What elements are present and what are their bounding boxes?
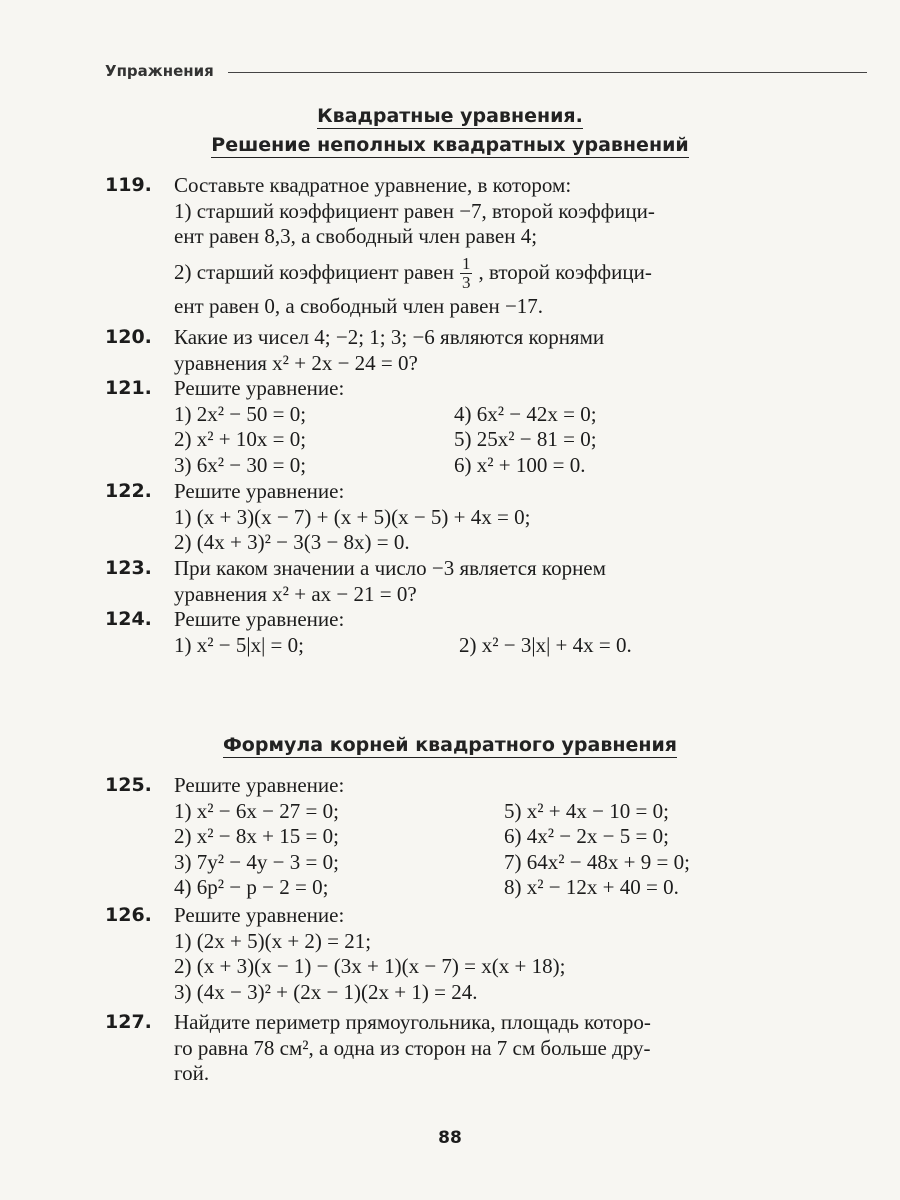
exercise-119-intro: Составьте квадратное уравнение, в котором:: [174, 173, 572, 197]
exercise-123-line2: уравнения x² + ax − 21 = 0?: [174, 581, 417, 606]
equation-item: 3) (4x − 3)² + (2x − 1)(2x + 1) = 24.: [174, 979, 478, 1004]
exercise-number: 125.: [105, 774, 152, 796]
section-title-quadratic-formula: [0, 730, 900, 760]
equation-item: 1) (x + 3)(x − 7) + (x + 5)(x − 5) + 4x = 0;: [174, 504, 531, 529]
exercise-123-line1: При каком значении a число −3 является корнем: [174, 556, 606, 580]
equation-row: [174, 875, 867, 901]
equation-item: 2) (x + 3)(x − 1) − (3x + 1)(x − 7) = x(x + 18);: [174, 954, 566, 978]
equation-item: 2) (4x + 3)² − 3(3 − 8x) = 0.: [174, 530, 410, 554]
equation-row: [174, 799, 867, 825]
section-title: Формула корней квадратного уравнения: [222, 734, 678, 756]
exercise-127: [105, 1010, 867, 1087]
fraction-denominator: 3: [461, 273, 471, 293]
equation-row: [174, 427, 867, 453]
exercise-125: [105, 773, 867, 901]
equation-row: [174, 453, 867, 479]
exercise-number: 122.: [105, 480, 152, 502]
equation-item: 6) 4x² − 2x − 5 = 0;: [504, 824, 669, 848]
exercise-120-line2: уравнения x² + 2x − 24 = 0?: [174, 350, 418, 375]
section-title-quadratic-equations: [0, 101, 900, 131]
running-head: [105, 62, 867, 80]
running-head-label: Упражнения: [105, 62, 214, 80]
fraction-one-third: [460, 255, 473, 292]
exercise-124: [105, 607, 867, 658]
equation-item: 1) x² − 5|x| = 0;: [174, 632, 304, 657]
equation-row: [174, 633, 867, 659]
section-title-line1: Квадратные уравнения.: [317, 105, 583, 127]
page-number: 88: [438, 1128, 462, 1148]
exercise-126: [105, 903, 867, 1005]
exercise-127-line2: го равна 78 см², а одна из сторон на 7 см больше дру-: [174, 1035, 651, 1060]
exercise-127-line1: Найдите периметр прямоугольника, площадь которо-: [174, 1010, 651, 1034]
exercise-119-part1-line1: 1) старший коэффициент равен −7, второй коэффици-: [174, 198, 655, 223]
exercise-number: 123.: [105, 557, 152, 579]
section-title-incomplete-equations: [0, 130, 900, 160]
equation-item: 3) 7y² − 4y − 3 = 0;: [174, 849, 339, 874]
exercise-number: 121.: [105, 377, 152, 399]
running-head-rule: [228, 72, 867, 73]
equation-item: 5) 25x² − 81 = 0;: [454, 427, 597, 451]
equation-item: 2) x² − 8x + 15 = 0;: [174, 824, 339, 848]
exercise-123: [105, 556, 867, 607]
equation-item: 1) x² − 6x − 27 = 0;: [174, 798, 339, 823]
exercise-number: 119.: [105, 174, 152, 196]
equation-item: 6) x² + 100 = 0.: [454, 452, 586, 477]
exercise-number: 120.: [105, 326, 152, 348]
exercise-119-part1-line2: ент равен 8,3, а свободный член равен 4;: [174, 224, 538, 248]
exercise-119-part2-before: 2) старший коэффициент равен: [174, 259, 454, 284]
equation-item: 5) x² + 4x − 10 = 0;: [504, 798, 669, 823]
equation-row: [174, 824, 867, 850]
exercise-119-part2-line2: ент равен 0, а свободный член равен −17.: [174, 293, 544, 318]
equation-item: 7) 64x² − 48x + 9 = 0;: [504, 849, 690, 874]
exercise-121: [105, 376, 867, 478]
exercise-127-line3: гой.: [174, 1061, 210, 1085]
exercise-122-intro: Решите уравнение:: [174, 479, 345, 503]
equation-item: 8) x² − 12x + 40 = 0.: [504, 875, 679, 899]
exercise-number: 124.: [105, 608, 152, 630]
equation-item: 2) x² + 10x = 0;: [174, 427, 307, 451]
exercise-124-intro: Решите уравнение:: [174, 607, 345, 631]
equation-item: 1) (2x + 5)(x + 2) = 21;: [174, 928, 372, 953]
fraction-numerator: 1: [461, 254, 471, 274]
equation-item: 3) 6x² − 30 = 0;: [174, 452, 307, 477]
exercise-119-part2-after: , второй коэффици-: [478, 259, 652, 284]
exercise-119-part2-line1: [174, 250, 867, 294]
exercise-121-intro: Решите уравнение:: [174, 376, 345, 400]
equation-item: 1) 2x² − 50 = 0;: [174, 401, 307, 426]
exercise-122: [105, 479, 867, 556]
exercise-126-intro: Решите уравнение:: [174, 903, 345, 927]
exercise-number: 127.: [105, 1011, 152, 1033]
exercise-119: [105, 173, 867, 319]
exercise-120: [105, 325, 867, 376]
equation-row: [174, 850, 867, 876]
exercise-120-line1: Какие из чисел 4; −2; 1; 3; −6 являются корнями: [174, 325, 605, 349]
exercise-125-intro: Решите уравнение:: [174, 773, 345, 797]
section-title-line2: Решение неполных квадратных уравнений: [211, 134, 689, 156]
equation-item: 4) 6p² − p − 2 = 0;: [174, 875, 329, 899]
equation-row: [174, 402, 867, 428]
equation-item: 4) 6x² − 42x = 0;: [454, 401, 597, 426]
equation-item: 2) x² − 3|x| + 4x = 0.: [459, 632, 632, 657]
exercise-number: 126.: [105, 904, 152, 926]
